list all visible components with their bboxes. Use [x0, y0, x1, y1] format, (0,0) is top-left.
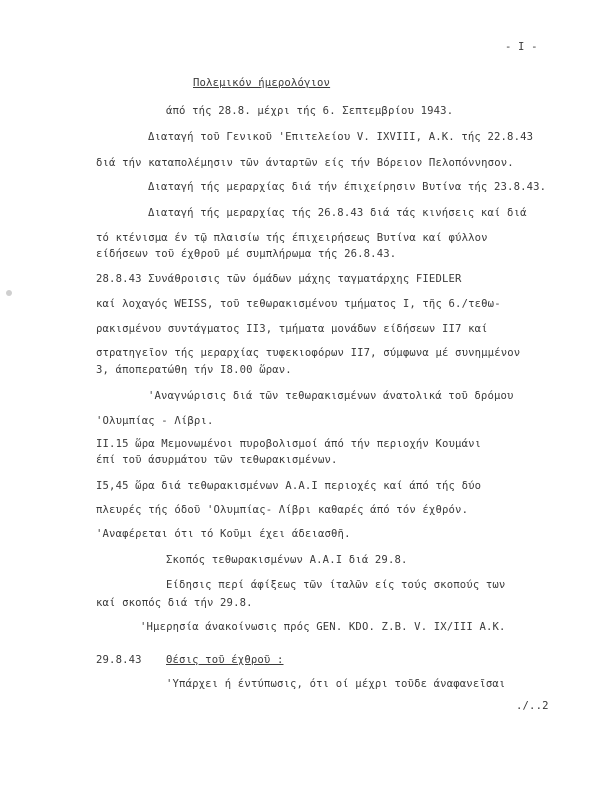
text-line: ρακισμένου συντάγματος ΙΙ3, τμήματα μονάδων είδήσεων ΙΙ7 καί — [96, 323, 488, 335]
text-line: Σκοπός τεθωρακισμένων Α.Α.Ι διά 29.8. — [166, 554, 408, 566]
page-number: - I - — [505, 41, 538, 53]
text-line: καί λοχαγός WEISS, τοῦ τεθωρακισμένου τμήματος Ι, τῆς 6./τεθω- — [96, 298, 501, 310]
text-line: άπό τής 28.8. μέχρι τής 6. Σεπτεμβρίου 1943. — [166, 105, 454, 117]
text-line: 3, άποπερατώθη τήν Ι8.00 ὥραν. — [96, 364, 292, 376]
text-line: 'Αναφέρεται ότι τό Κοῦμι έχει άδειασθῆ. — [96, 528, 351, 540]
punch-hole-mark — [6, 290, 12, 296]
text-line: καί σκοπός διά τήν 29.8. — [96, 597, 253, 609]
enemy-position-heading: Θέσις τοῦ έχθροῦ : — [166, 654, 284, 666]
text-line: πλευρές τής όδοῦ 'Ολυμπίας- Λίβρι καθαρές άπό τόν έχθρόν. — [96, 504, 469, 516]
text-line: 'Ολυμπίας - Λίβρι. — [96, 415, 214, 427]
text-line: 28.8.43 Συνάθροισις τῶν όμάδων μάχης ταγματάρχης FIEDLER — [96, 273, 462, 285]
text-line: 'Υπάρχει ή έντύπωσις, ότι οί μέχρι τοῦδε άναφανεῖσαι — [166, 678, 506, 690]
text-line: ΙΙ.15 ὥρα Μεμονωμένοι πυροβολισμοί άπό τήν περιοχήν Κουμάνι — [96, 438, 482, 450]
text-line: τό κτένισμα έν τῷ πλαισίω τής έπιχειρήσεως Βυτίνα καί φύλλον — [96, 232, 488, 244]
document-title: Πολεμικόν ήμερολόγιον — [193, 77, 331, 89]
text-line: Διαταγή τοῦ Γενικοῦ 'Επιτελείου V. IXVIII, A.K. τής 22.8.43 — [148, 131, 534, 143]
text-line: Διαταγή τής μεραρχίας τής 26.8.43 διά τάς κινήσεις καί διά — [148, 207, 527, 219]
text-line: Ι5,45 ὥρα διά τεθωρακισμένων Α.Α.Ι περιοχές καί άπό τής δύο — [96, 480, 482, 492]
text-line: στρατηγεῖον τής μεραρχίας τυφεκιοφόρων ΙΙ7, σύμφωνα μέ συνημμένον — [96, 347, 521, 359]
text-line: είδήσεων τοῦ έχθροῦ μέ συμπλήρωμα τής 26.8.43. — [96, 248, 397, 260]
text-line: διά τήν καταπολέμησιν τῶν άνταρτῶν είς τήν Βόρειον Πελοπόννησον. — [96, 157, 514, 169]
text-line: Είδησις περί άφίξεως τῶν ίταλῶν είς τούς σκοπούς των — [166, 579, 506, 591]
text-line: έπί τοῦ άσυρμάτου τῶν τεθωρακισμένων. — [96, 454, 338, 466]
continuation-marker: ./..2 — [516, 700, 549, 712]
text-line: Διαταγή τής μεραρχίας διά τήν έπιχείρησιν Βυτίνα τής 23.8.43. — [148, 181, 547, 193]
entry-date: 29.8.43 — [96, 654, 142, 666]
text-line: 'Αναγνώρισις διά τῶν τεθωρακισμένων άνατολικά τοῦ δρόμου — [148, 390, 514, 402]
text-line: 'Ημερησία άνακοίνωσις πρός GEN. KDO. Z.B. V. IX/III A.K. — [140, 621, 506, 633]
